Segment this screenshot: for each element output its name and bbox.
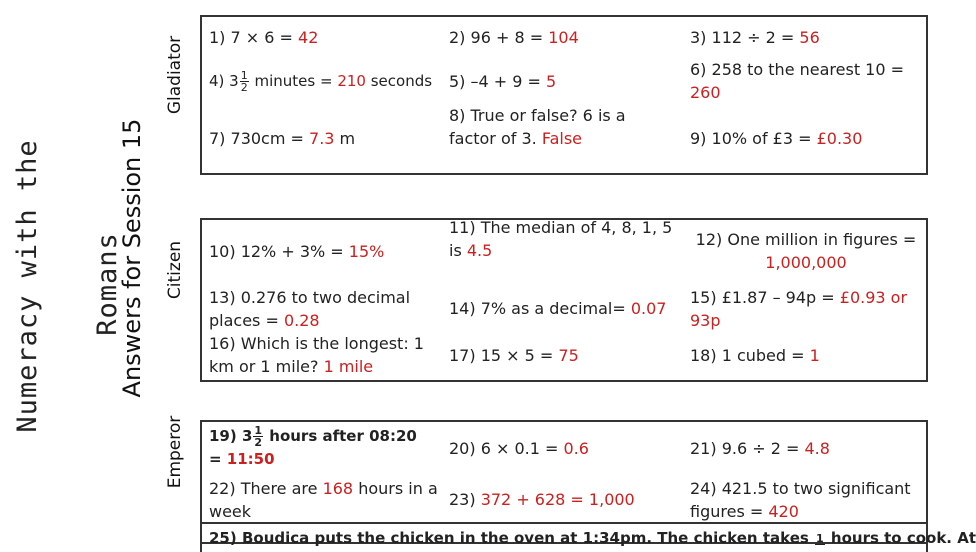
question-19: 19) 3 $\frac{1}{2}$ hours after 08:20 = 11:50 xyxy=(209,424,417,468)
question-25: 25) Boudica puts the chicken in the oven at 1:34pm. The chicken takes 1 hours to cook. At xyxy=(209,529,976,547)
level-label-emperor: Emperor xyxy=(165,415,185,489)
question-20: 20) 6 × 0.1 = 0.6 xyxy=(449,439,589,458)
question-1: 1) 7 × 6 = 42 xyxy=(209,28,319,47)
question-2: 2) 96 + 8 = 104 xyxy=(449,28,579,47)
question-8: 8) True or false? 6 is a factor of 3. False xyxy=(449,106,626,148)
page-subtitle: Answers for Session 15 xyxy=(118,118,146,398)
question-6: 6) 258 to the nearest 10 = 260 xyxy=(690,60,905,102)
page-title-line1: Numeracy with the xyxy=(12,139,43,433)
question-4: 4) 3 $\frac{1}{2}$ minutes = 210 seconds xyxy=(209,69,433,94)
question-15: 15) £1.87 – 94p = £0.93 or 93p xyxy=(690,288,908,330)
question-3: 3) 112 ÷ 2 = 56 xyxy=(690,28,820,47)
question-22: 22) There are 168 hours in a week xyxy=(209,479,438,521)
question-10: 10) 12% + 3% = 15% xyxy=(209,242,385,261)
question-9: 9) 10% of £3 = £0.30 xyxy=(690,129,863,148)
question-23: 23) 372 + 628 = 1,000 xyxy=(449,490,635,509)
question-5: 5) –4 + 9 = 5 xyxy=(449,72,557,91)
question-11: 11) The median of 4, 8, 1, 5 is 4.5 xyxy=(449,218,673,260)
question-24: 24) 421.5 to two significant figures = 420 xyxy=(690,479,911,521)
page-title-line2: Romans xyxy=(92,232,123,336)
level-label-citizen: Citizen xyxy=(165,240,185,300)
question-17: 17) 15 × 5 = 75 xyxy=(449,346,579,365)
question-13: 13) 0.276 to two decimal places = 0.28 xyxy=(209,288,411,330)
question-18: 18) 1 cubed = 1 xyxy=(690,346,820,365)
question-21: 21) 9.6 ÷ 2 = 4.8 xyxy=(690,439,830,458)
level-label-gladiator: Gladiator xyxy=(165,35,185,115)
question-7: 7) 730cm = 7.3 m xyxy=(209,129,356,148)
question-12: 12) One million in figures = 1,000,000 xyxy=(695,230,917,272)
question-14: 14) 7% as a decimal= 0.07 xyxy=(449,299,667,318)
question-16: 16) Which is the longest: 1 km or 1 mile? 1 mile xyxy=(209,334,424,376)
